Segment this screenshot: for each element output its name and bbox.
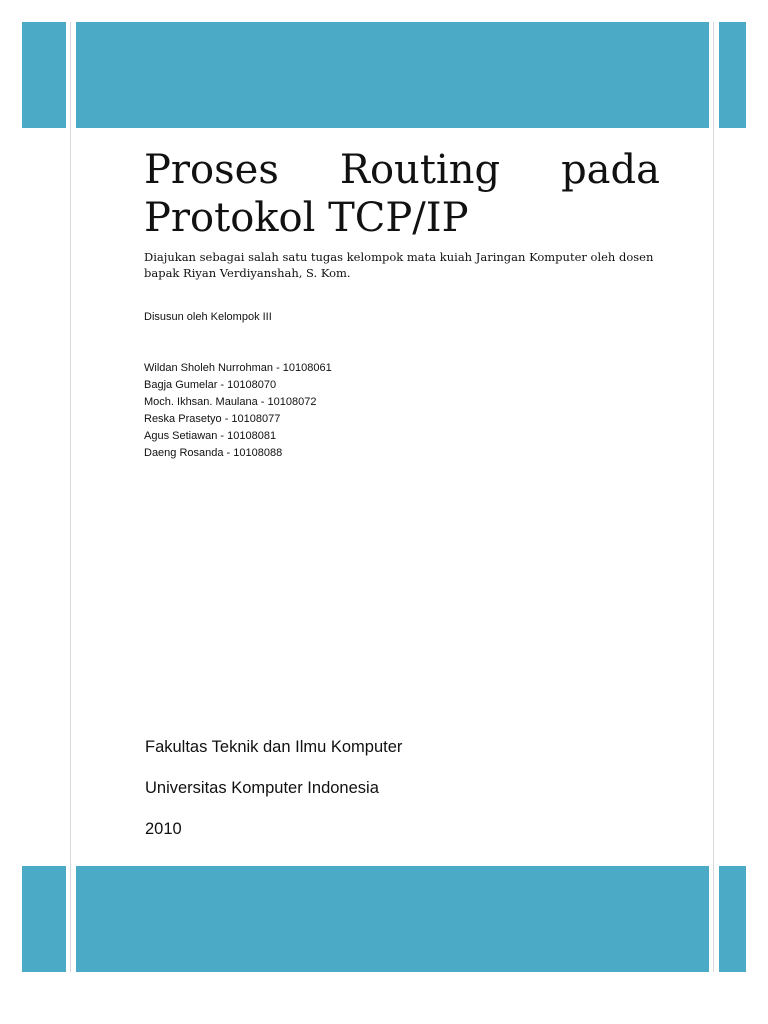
university-name: Universitas Komputer Indonesia (145, 779, 379, 797)
title-word-1: Proses (144, 147, 279, 193)
member-item: Wildan Sholeh Nurrohman - 10108061 (144, 362, 332, 374)
left-rule (70, 22, 71, 972)
footer-band-main (76, 866, 709, 972)
member-item: Bagja Gumelar - 10108070 (144, 379, 277, 391)
compiled-by: Disusun oleh Kelompok III (144, 311, 272, 323)
member-list (144, 360, 332, 462)
document-subtitle: Diajukan sebagai salah satu tugas kelompok mata kuiah Jaringan Komputer oleh dosen bapak Riyan Verdiyanshah, S. Kom. (144, 250, 654, 280)
year: 2010 (145, 820, 182, 838)
member-item: Moch. Ikhsan. Maulana - 10108072 (144, 396, 317, 408)
header-band-left (22, 22, 66, 128)
header-band-main (76, 22, 709, 128)
footer-band-right (719, 866, 746, 972)
title-word-3: pada (561, 147, 660, 193)
title-line-1 (144, 146, 660, 194)
footer-band-left (22, 866, 66, 972)
member-item: Agus Setiawan - 10108081 (144, 430, 277, 442)
right-rule (713, 22, 714, 972)
title-word-2: Routing (339, 147, 501, 193)
header-band-right (719, 22, 746, 128)
faculty-name: Fakultas Teknik dan Ilmu Komputer (145, 738, 403, 756)
document-title (144, 146, 660, 242)
title-line-2: Protokol TCP/IP (144, 195, 469, 241)
member-item: Daeng Rosanda - 10108088 (144, 447, 283, 459)
member-item: Reska Prasetyo - 10108077 (144, 413, 281, 425)
